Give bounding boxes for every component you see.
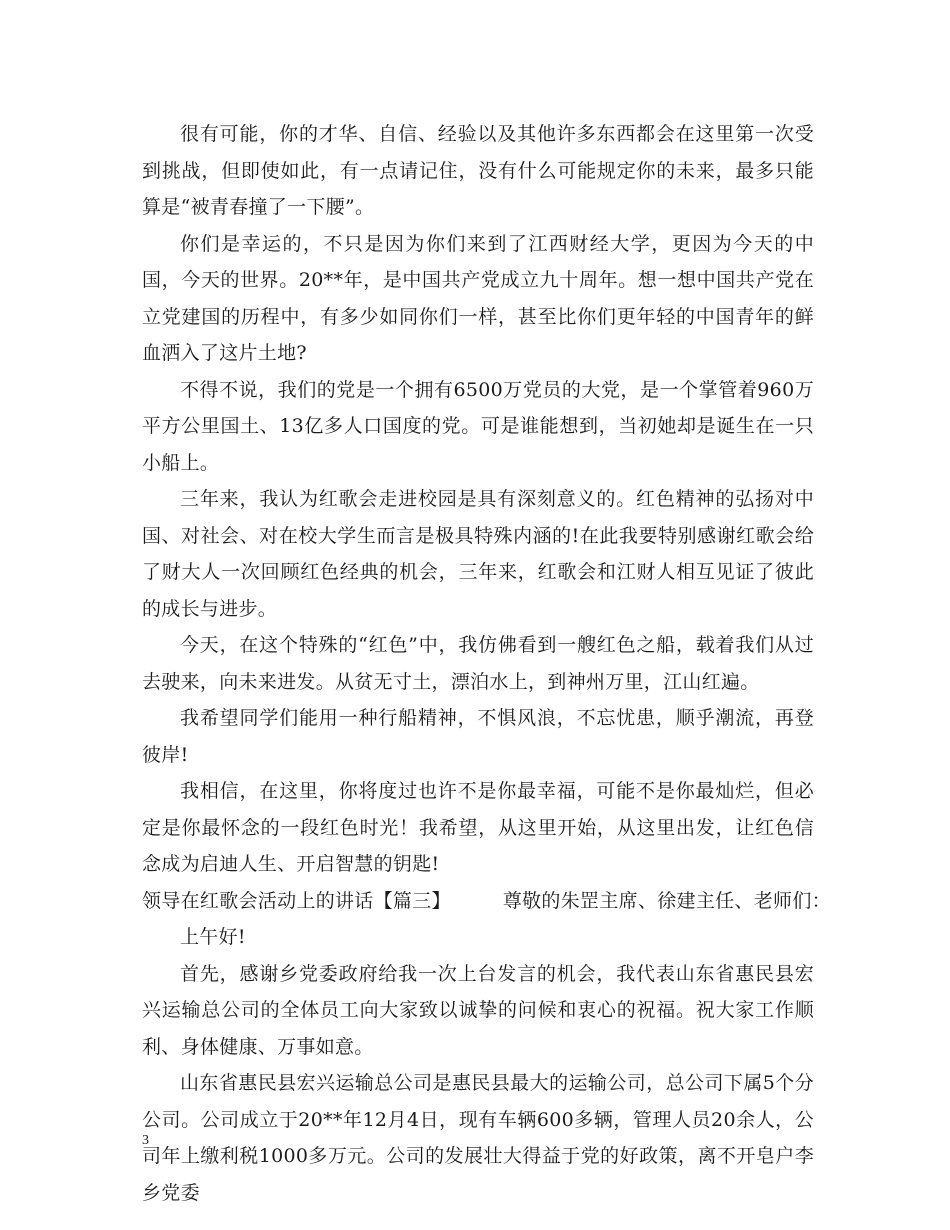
paragraph: 三年来，我认为红歌会走进校园是具有深刻意义的。红色精神的弘扬对中国、对社会、对在校大学生而言是极具特殊内涵的!在此我要特别感谢红歌会给了财大人一次回顾红色经典的机会，三年来，红歌会和江财人相互见证了彼此的成长与进步。	[142, 488, 814, 620]
salutation: 尊敬的朱罡主席、徐建主任、老师们：	[502, 889, 831, 912]
paragraph: 你们是幸运的，不只是因为你们来到了江西财经大学，更因为今天的中国，今天的世界。20**年，是中国共产党成立九十周年。想一想中国共产党在立党建国的历程中，有多少如同你们一样，甚至比你们更年轻的中国青年的鲜血洒入了这片土地?	[142, 232, 814, 364]
paragraph: 很有可能，你的才华、自信、经验以及其他许多东西都会在这里第一次受到挑战，但即使如此，有一点请记住，没有什么可能规定你的未来，最多只能算是“被青春撞了一下腰”。	[142, 123, 814, 218]
page-number: 3	[142, 1133, 149, 1148]
section-heading-line	[142, 883, 831, 920]
section-title: 领导在红歌会活动上的讲话【篇三】	[142, 889, 451, 912]
paragraph: 首先，感谢乡党委政府给我一次上台发言的机会，我代表山东省惠民县宏兴运输总公司的全体员工向大家致以诚挚的问候和衷心的祝福。祝大家工作顺利、身体健康、万事如意。	[142, 962, 814, 1058]
paragraph: 我相信，在这里，你将度过也许不是你最幸福，可能不是你最灿烂，但必定是你最怀念的一段红色时光！我希望，从这里开始，从这里出发，让红色信念成为启迪人生、开启智慧的钥匙!	[142, 780, 814, 875]
paragraph: 山东省惠民县宏兴运输总公司是惠民县最大的运输公司，总公司下属5个分公司。公司成立于20**年12月4日，现有车辆600多辆，管理人员20余人，公司年上缴利税1000多万元。公司的发展壮大得益于党的好政策，离不开皂户李乡党委	[142, 1072, 814, 1204]
paragraph: 不得不说，我们的党是一个拥有6500万党员的大党，是一个掌管着960万平方公里国土、13亿多人口国度的党。可是谁能想到，当初她却是诞生在一只小船上。	[142, 378, 814, 474]
document-body	[142, 116, 831, 1211]
paragraph: 我希望同学们能用一种行船精神，不惧风浪，不忘忧患，顺乎潮流，再登彼岸!	[142, 707, 814, 766]
paragraph: 今天，在这个特殊的“红色”中，我仿佛看到一艘红色之船，载着我们从过去驶来，向未来进发。从贫无寸土，漂泊水上，到神州万里，江山红遍。	[142, 634, 814, 693]
greeting: 上午好!	[180, 926, 246, 948]
